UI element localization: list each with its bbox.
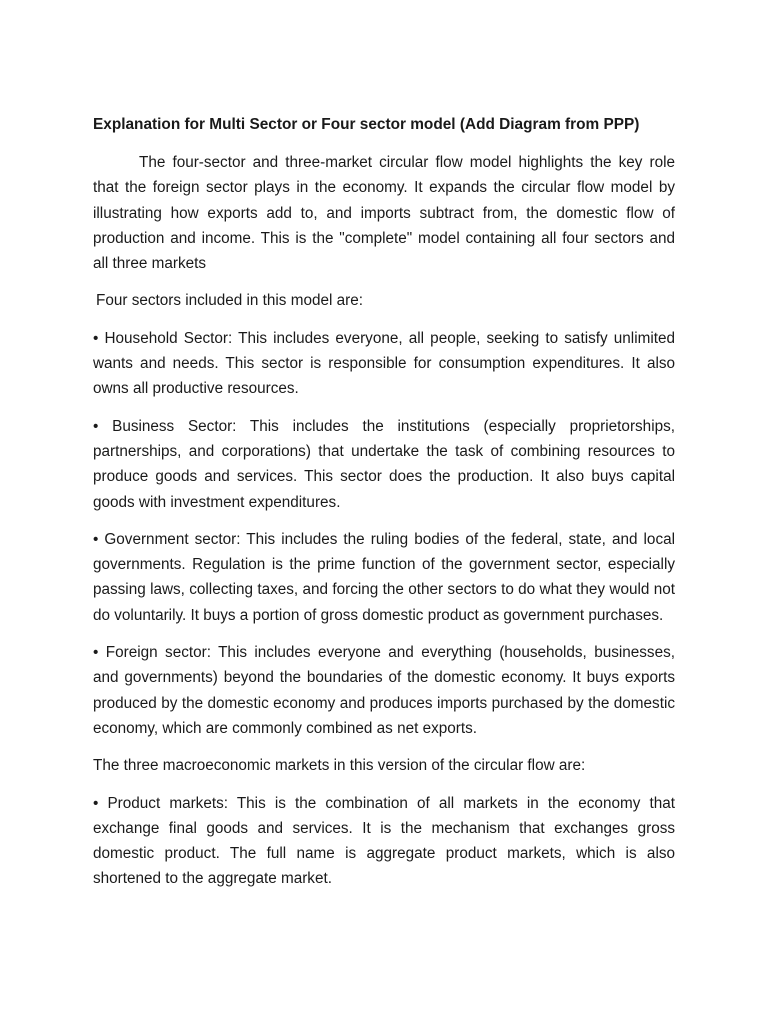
business-sector-paragraph: • Business Sector: This includes the institutions (especially proprietorships, partnerships, and corporations) that undertake the task of combining resources to produce goods and services. This sector does the production. It also buys capital goods with investment expenditures. [93, 417, 675, 511]
markets-lead-paragraph: The three macroeconomic markets in this version of the circular flow are: [93, 757, 586, 775]
sectors-lead-paragraph: Four sectors included in this model are: [96, 292, 363, 310]
intro-paragraph: The four-sector and three-market circular flow model highlights the key role that the foreign sector plays in the economy. It expands the circular flow model by illustrating how exports add to, and imports subtract from, the domestic flow of production and income. This is the "complete" model containing all four sectors and all three markets [93, 154, 675, 273]
foreign-sector-paragraph: • Foreign sector: This includes everyone and everything (households, businesses, and governments) beyond the boundaries of the domestic economy. It buys exports produced by the domestic economy and produces imports purchased by the domestic economy, which are commonly combined as net exports. [93, 644, 675, 737]
document-heading: Explanation for Multi Sector or Four sector model (Add Diagram from PPP) [93, 116, 640, 133]
document-page [93, 112, 675, 904]
household-sector-paragraph: • Household Sector: This includes everyone, all people, seeking to satisfy unlimited wants and needs. This sector is responsible for consumption expenditures. It also owns all productive resources. [93, 329, 675, 398]
government-sector-paragraph: • Government sector: This includes the ruling bodies of the federal, state, and local governments. Regulation is the prime function of the government sector, especially passing laws, collecting taxes, and forcing the other sectors to do what they would not do voluntarily. It buys a portion of gross domestic product as government purchases. [93, 530, 675, 624]
product-markets-paragraph: • Product markets: This is the combination of all markets in the economy that exchange final goods and services. It is the mechanism that exchanges gross domestic product. The full name is aggregate product markets, which is also shortened to the aggregate market. [93, 794, 675, 888]
